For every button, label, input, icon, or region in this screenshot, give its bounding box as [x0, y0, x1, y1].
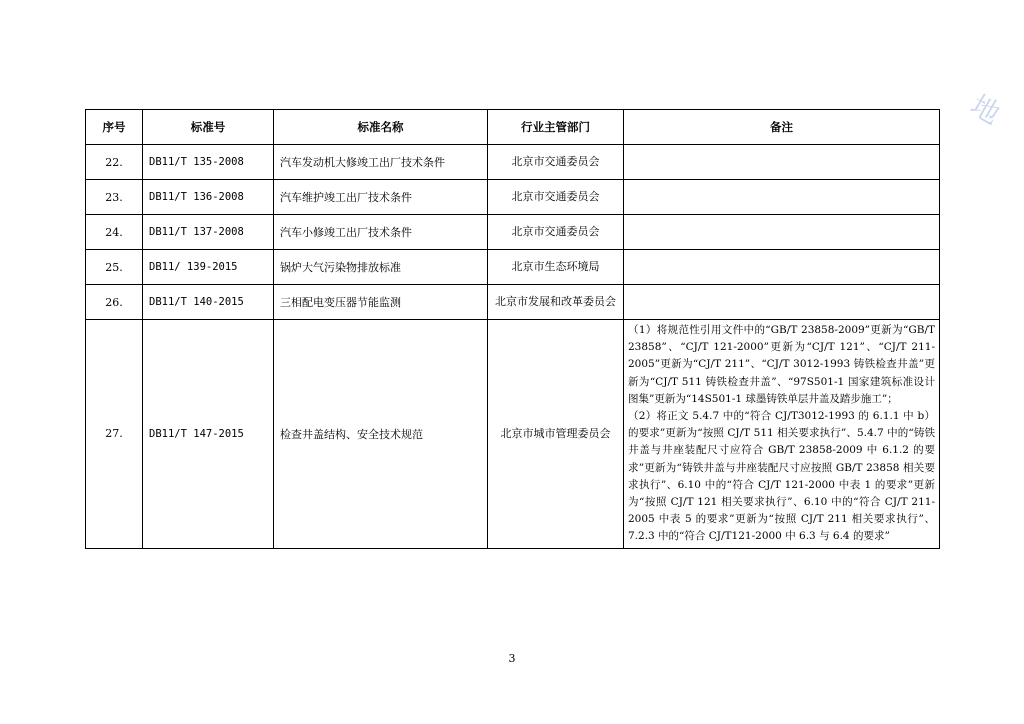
row-index: 24. [86, 215, 143, 250]
table-row [86, 180, 940, 215]
table-row [86, 215, 940, 250]
remarks-text [628, 320, 935, 548]
table-header-row [86, 110, 940, 145]
row-standard-name: 汽车维护竣工出厂技术条件 [274, 180, 488, 215]
table-row [86, 145, 940, 180]
row-standard-name: 锅炉大气污染物排放标准 [274, 250, 488, 285]
row-department: 北京市发展和改革委员会 [488, 285, 624, 320]
table-row [86, 250, 940, 285]
row-remarks [624, 285, 940, 320]
row-standard-name: 三相配电变压器节能监测 [274, 285, 488, 320]
row-standard-name: 汽车小修竣工出厂技术条件 [274, 215, 488, 250]
row-standard-number: DB11/T 136-2008 [143, 180, 274, 215]
header-standard-number: 标准号 [143, 110, 274, 145]
header-department: 行业主管部门 [488, 110, 624, 145]
remarks-paragraph-2: （2）将正文 5.4.7 中的“符合 CJ/T3012-1993 的 6.1.1 中 b）的要求”更新为“按照 CJ/T 511 相关要求执行”、5.4.7 中的“铸铁井盖与井座装配尺寸应符合 GB/T 23858-2009 中 6.1.2 的要求”更新为“铸铁井盖与井座装配尺寸应按照 GB/T 23858 相关要求执行”、6.10 中的“符合 CJ/T 121-2000 中表 1 的要求”更新为“按照 CJ/T 121 相关要求执行”、6.10 中的“符合 CJ/T 211-2005 中表 5 的要求”更新为“按照 CJ/T 211 相关要求执行”、7.2.3 中的“符合 CJ/T121-2000 中 6.3 与 6.4 的要求” [628, 410, 935, 543]
row-department: 北京市交通委员会 [488, 145, 624, 180]
row-department: 北京市交通委员会 [488, 215, 624, 250]
row-index: 25. [86, 250, 143, 285]
row-standard-name: 汽车发动机大修竣工出厂技术条件 [274, 145, 488, 180]
row-standard-number: DB11/T 140-2015 [143, 285, 274, 320]
row-remarks [624, 320, 940, 549]
row-department: 北京市城市管理委员会 [488, 320, 624, 549]
table-row [86, 320, 940, 549]
row-remarks [624, 250, 940, 285]
row-standard-number: DB11/T 147-2015 [143, 320, 274, 549]
row-standard-name: 检查井盖结构、安全技术规范 [274, 320, 488, 549]
standards-table [85, 109, 940, 549]
row-index: 26. [86, 285, 143, 320]
header-remarks: 备注 [624, 110, 940, 145]
remarks-paragraph-1: （1）将规范性引用文件中的“GB/T 23858-2009”更新为“GB/T 23858”、“CJ/T 121-2000”更新为“CJ/T 121”、“CJ/T 211-2005”更新为“CJ/T 211”、“CJ/T 3012-1993 铸铁检查井盖”更新为“CJ/T 511 铸铁检查井盖”、“97S501-1 国家建筑标准设计图集”更新为“14S501-1 球墨铸铁单层井盖及踏步施工”； [628, 324, 935, 405]
header-standard-name: 标准名称 [274, 110, 488, 145]
row-department: 北京市生态环境局 [488, 250, 624, 285]
row-department: 北京市交通委员会 [488, 180, 624, 215]
row-standard-number: DB11/T 137-2008 [143, 215, 274, 250]
header-index: 序号 [86, 110, 143, 145]
row-remarks [624, 215, 940, 250]
row-remarks [624, 145, 940, 180]
row-index: 22. [86, 145, 143, 180]
table-row [86, 285, 940, 320]
row-standard-number: DB11/ 139-2015 [143, 250, 274, 285]
watermark: 地 [965, 88, 1006, 131]
page-number: 3 [508, 652, 516, 665]
row-standard-number: DB11/T 135-2008 [143, 145, 274, 180]
row-remarks [624, 180, 940, 215]
row-index: 27. [86, 320, 143, 549]
row-index: 23. [86, 180, 143, 215]
